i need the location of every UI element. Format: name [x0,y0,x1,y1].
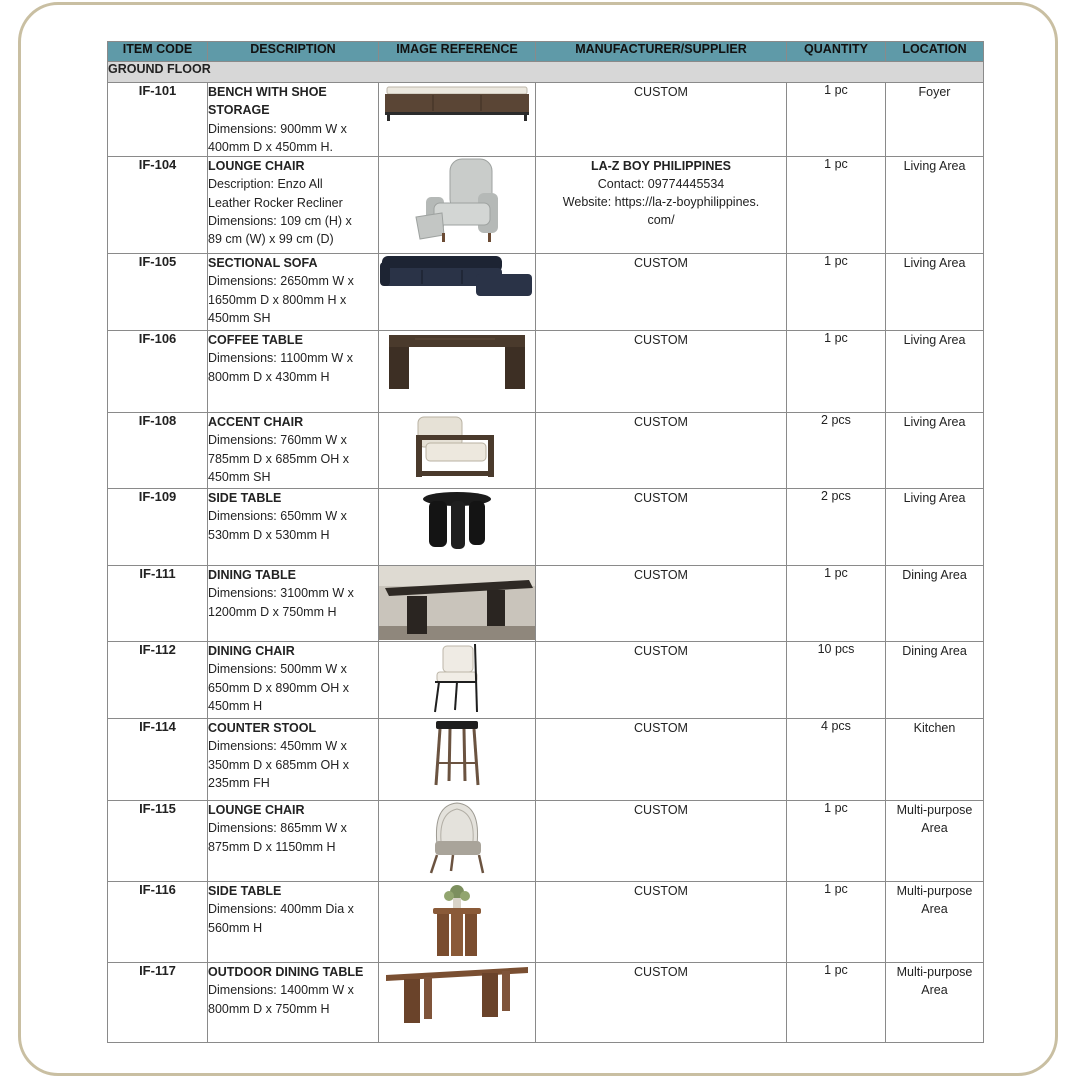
item-desc-line: Leather Rocker Recliner [208,195,343,210]
manufacturer: CUSTOM [536,83,787,157]
section-row [108,62,984,83]
item-desc-line: 560mm H [208,920,263,935]
item-code: IF-105 [108,254,208,331]
quantity: 1 pc [787,331,886,413]
table-row [108,566,984,642]
header-item-code: ITEM CODE [108,42,208,62]
image-cell [379,413,536,489]
location: Dining Area [886,642,984,719]
image-cell [379,642,536,719]
quantity: 2 pcs [787,489,886,566]
item-title: DINING CHAIR [208,644,295,659]
table-row [108,157,984,254]
item-title: SIDE TABLE [208,491,282,506]
item-description [208,331,379,413]
quantity: 10 pcs [787,642,886,719]
item-description [208,157,379,254]
item-desc-line: Dimensions: 760mm W x [208,433,347,448]
item-description [208,719,379,801]
item-desc-line: Dimensions: 450mm W x [208,739,347,754]
item-description [208,413,379,489]
manufacturer: CUSTOM [536,566,787,642]
item-title: COUNTER STOOL [208,721,317,736]
item-desc-line: 400mm D x 450mm H. [208,139,334,154]
table-row [108,642,984,719]
item-desc-line: Dimensions: 500mm W x [208,662,347,677]
manufacturer-contact: Contact: 09774445534 [597,177,725,192]
manufacturer: CUSTOM [536,719,787,801]
table-row [108,331,984,413]
accent-chair-icon [412,413,502,483]
item-title: ACCENT CHAIR [208,415,304,430]
item-desc-line: 650mm D x 890mm OH x [208,680,350,695]
item-description [208,254,379,331]
item-code: IF-114 [108,719,208,801]
image-cell [379,801,536,882]
image-cell [379,963,536,1043]
item-description [208,882,379,963]
table-row [108,882,984,963]
manufacturer: CUSTOM [536,413,787,489]
item-desc-line: Dimensions: 1400mm W x [208,983,354,998]
location: Living Area [886,489,984,566]
item-desc-line: 450mm H [208,699,263,714]
item-code: IF-108 [108,413,208,489]
item-description [208,83,379,157]
item-desc-line: 450mm SH [208,311,271,326]
item-desc-line: Dimensions: 865mm W x [208,821,347,836]
quantity: 1 pc [787,963,886,1043]
item-desc-line: 235mm FH [208,776,270,791]
item-desc-line: Dimensions: 650mm W x [208,509,347,524]
dining-table-icon [379,566,535,640]
item-code: IF-109 [108,489,208,566]
image-cell [379,489,536,566]
recliner-icon [412,157,502,243]
side-table-icon [419,489,495,553]
quantity: 2 pcs [787,413,886,489]
item-code: IF-104 [108,157,208,254]
sectional-sofa-icon [380,254,534,300]
location: Living Area [886,254,984,331]
item-desc-line: Dimensions: 2650mm W x [208,274,354,289]
location: Kitchen [886,719,984,801]
location: Multi-purpose Area [886,963,984,1043]
quantity: 1 pc [787,157,886,254]
item-desc-line: 350mm D x 685mm OH x [208,757,350,772]
quantity: 1 pc [787,83,886,157]
quantity: 1 pc [787,254,886,331]
manufacturer-name: LA-Z BOY PHILIPPINES [590,159,732,174]
item-description [208,963,379,1043]
item-description [208,642,379,719]
item-description [208,489,379,566]
manufacturer: CUSTOM [536,489,787,566]
item-code: IF-106 [108,331,208,413]
item-title: OUTDOOR DINING TABLE [208,965,364,980]
image-cell [379,882,536,963]
quantity: 1 pc [787,566,886,642]
item-description [208,801,379,882]
manufacturer-website: Website: https://la-z-boyphilippines. [562,195,760,210]
quantity: 1 pc [787,882,886,963]
manufacturer [536,157,787,254]
bench-icon [381,83,533,123]
coffee-table-icon [385,331,529,393]
image-cell [379,83,536,157]
dining-chair-icon [427,642,487,714]
table-row [108,801,984,882]
location: Living Area [886,157,984,254]
item-title: COFFEE TABLE [208,333,303,348]
header-image-reference: IMAGE REFERENCE [379,42,536,62]
item-desc-line: Dimensions: 1100mm W x [208,351,353,366]
manufacturer: CUSTOM [536,882,787,963]
item-desc-line: 785mm D x 685mm OH x [208,451,350,466]
image-cell [379,331,536,413]
header-manufacturer: MANUFACTURER/SUPPLIER [536,42,787,62]
item-desc-line: Dimensions: 3100mm W x [208,586,354,601]
round-side-table-icon [429,882,485,958]
item-title: SIDE TABLE [208,884,282,899]
manufacturer: CUSTOM [536,963,787,1043]
item-desc-line: 1200mm D x 750mm H [208,604,337,619]
item-desc-line: 800mm D x 750mm H [208,1001,330,1016]
furniture-schedule-table [107,41,984,1043]
manufacturer: CUSTOM [536,642,787,719]
manufacturer: CUSTOM [536,331,787,413]
section-ground-floor: GROUND FLOOR [108,62,984,83]
manufacturer: CUSTOM [536,254,787,331]
location: Foyer [886,83,984,157]
item-desc-line: 875mm D x 1150mm H [208,839,336,854]
header-quantity: QUANTITY [787,42,886,62]
item-code: IF-116 [108,882,208,963]
image-cell [379,157,536,254]
manufacturer: CUSTOM [536,801,787,882]
item-description [208,566,379,642]
item-code: IF-117 [108,963,208,1043]
quantity: 4 pcs [787,719,886,801]
hooded-lounge-chair-icon [427,801,487,875]
image-cell [379,254,536,331]
location: Multi-purpose Area [886,882,984,963]
quantity: 1 pc [787,801,886,882]
item-desc-line: 530mm D x 530mm H [208,527,330,542]
header-description: DESCRIPTION [208,42,379,62]
table-row [108,254,984,331]
item-desc-line: Dimensions: 900mm W x [208,121,347,136]
item-desc-line: 450mm SH [208,470,271,485]
image-cell [379,566,536,642]
counter-stool-icon [432,719,482,787]
item-code: IF-111 [108,566,208,642]
location: Living Area [886,331,984,413]
location: Dining Area [886,566,984,642]
manufacturer-website-cont: com/ [647,213,675,228]
item-title: DINING TABLE [208,568,296,583]
header-location: LOCATION [886,42,984,62]
header-row [108,42,984,62]
table-row [108,963,984,1043]
item-desc-line: Dimensions: 109 cm (H) x [208,214,352,229]
item-code: IF-112 [108,642,208,719]
image-cell [379,719,536,801]
item-code: IF-101 [108,83,208,157]
location: Multi-purpose Area [886,801,984,882]
item-desc-line: 89 cm (W) x 99 cm (D) [208,232,334,247]
table-row [108,413,984,489]
location: Living Area [886,413,984,489]
item-title: LOUNGE CHAIR [208,159,305,174]
item-desc-line: 1650mm D x 800mm H x [208,292,347,307]
item-desc-line: Dimensions: 400mm Dia x [208,902,354,917]
item-desc-line: 800mm D x 430mm H [208,369,330,384]
item-desc-line: Description: Enzo All [208,177,323,192]
item-code: IF-115 [108,801,208,882]
table-row [108,489,984,566]
item-title: SECTIONAL SOFA [208,256,318,271]
table-row [108,83,984,157]
item-title: LOUNGE CHAIR [208,803,305,818]
table-row [108,719,984,801]
item-title: BENCH WITH SHOE STORAGE [208,85,327,118]
outdoor-dining-table-icon [384,963,530,1025]
